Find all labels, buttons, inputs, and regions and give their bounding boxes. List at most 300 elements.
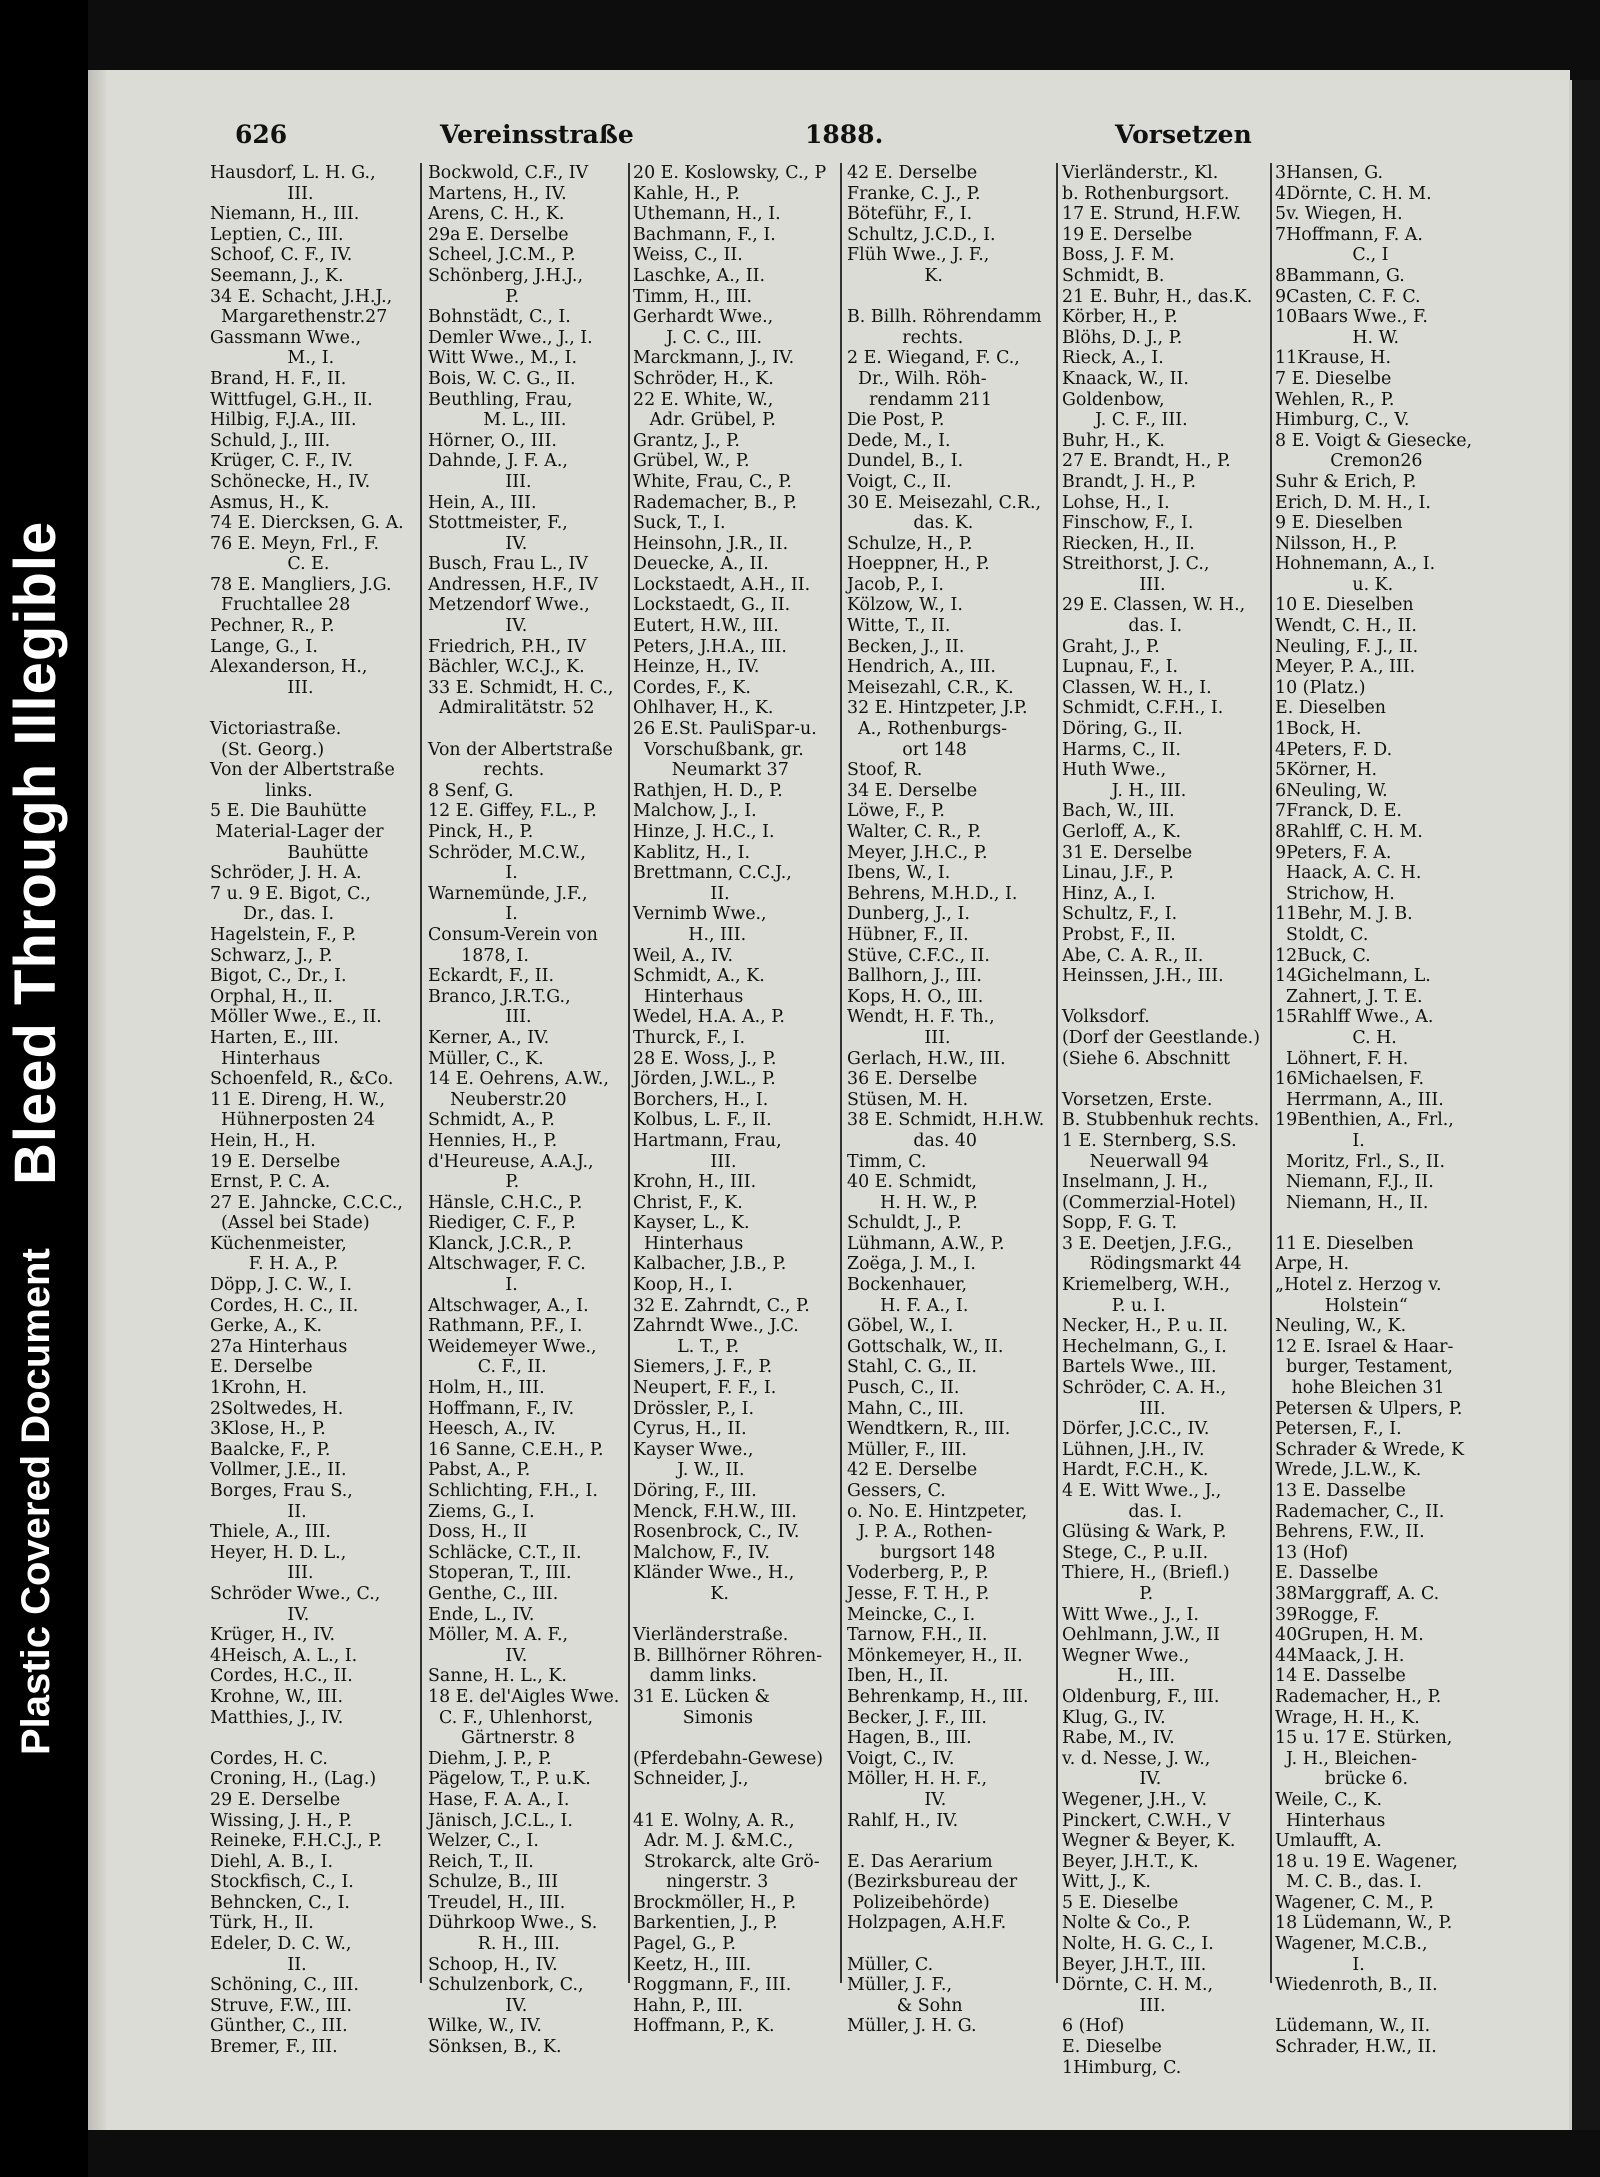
directory-entry-line: Neumarkt 37 <box>633 760 789 781</box>
directory-entry-line: Timm, C. <box>847 1151 927 1172</box>
directory-entry-line: Menck, F.H.W., III. <box>633 1501 797 1522</box>
directory-entry-line: Kablitz, H., I. <box>633 842 750 863</box>
directory-entry-line: I. <box>428 863 518 884</box>
directory-entry-line: 9 E. Dieselben <box>1275 513 1403 534</box>
directory-entry-line: Stoperan, T., III. <box>428 1563 572 1584</box>
directory-entry-line: Hase, F. A. A., I. <box>428 1789 570 1810</box>
directory-column-1 <box>210 163 410 2058</box>
directory-entry-line: R. H., III. <box>428 1934 560 1955</box>
directory-entry-line: 3Hansen, G. <box>1275 163 1384 183</box>
directory-entry-line: Himburg, C., V. <box>1275 410 1410 431</box>
directory-entry-line: 12 E. Giffey, F.L., P. <box>428 801 597 822</box>
column-divider <box>1056 163 1058 1983</box>
directory-entry-line: Inselmann, J. H., <box>1062 1172 1209 1193</box>
directory-entry-line: 17 E. Strund, H.F.W. <box>1062 204 1242 225</box>
directory-entry-line: Hinterhaus <box>633 1233 744 1254</box>
directory-entry-line: Diehm, J. P., P. <box>428 1748 552 1769</box>
directory-entry-line <box>1062 1069 1267 1090</box>
directory-entry-line: H. H. W., P. <box>847 1192 978 1213</box>
directory-entry-line: (Commerzial-Hotel) <box>1062 1192 1236 1213</box>
directory-entry-line: damm links. <box>633 1666 757 1687</box>
directory-entry-line: Necker, H., P. u. II. <box>1062 1316 1229 1337</box>
directory-entry-line: ort 148 <box>847 739 967 760</box>
directory-entry-line: Jänisch, J.C.L., I. <box>428 1810 573 1831</box>
directory-entry-line: 38Marggraff, A. C. <box>1275 1583 1440 1604</box>
directory-entry-line: Heinssen, J.H., III. <box>1062 966 1224 987</box>
directory-entry-line: das. I. <box>1062 1501 1183 1522</box>
directory-entry-line: Sopp, F. G. T. <box>1062 1213 1178 1234</box>
directory-entry-line: Gerlach, H.W., III. <box>847 1048 1006 1069</box>
directory-entry-line: 39Rogge, F. <box>1275 1604 1380 1625</box>
directory-entry-line: Küchenmeister, <box>210 1233 347 1254</box>
directory-entry-line: Krohne, W., III. <box>210 1686 344 1707</box>
directory-entry-line: Graht, J., P. <box>1062 636 1160 657</box>
directory-entry-line: J. C. F., III. <box>1062 410 1188 431</box>
directory-entry-line: Heinsohn, J.R., II. <box>633 533 789 554</box>
directory-entry-line: Margarethenstr.27 <box>210 307 388 328</box>
directory-column-3 <box>633 163 838 2037</box>
directory-entry-line: Victoriastraße. <box>210 719 342 740</box>
column-divider <box>1270 163 1272 1983</box>
directory-entry-line: 36 E. Derselbe <box>847 1069 978 1090</box>
directory-entry-line: H. F. A., I. <box>847 1295 969 1316</box>
directory-entry-line: 12 E. Israel & Haar- <box>1275 1336 1454 1357</box>
directory-entry-line: Bauhütte <box>210 842 369 863</box>
directory-entry-line: Lupnau, F., I. <box>1062 657 1179 678</box>
directory-entry-line: Zoëga, J. M., I. <box>847 1254 976 1275</box>
directory-entry-line: d'Heureuse, A.A.J., <box>428 1151 594 1172</box>
directory-entry-line: 13 E. Dasselbe <box>1275 1481 1406 1501</box>
directory-entry-line: 14 E. Oehrens, A.W., <box>428 1069 609 1090</box>
directory-entry-line: Rabe, M., IV. <box>1062 1728 1175 1749</box>
directory-entry-line: Rieck, A., I. <box>1062 348 1164 369</box>
directory-entry-line: Hinterhaus <box>1275 1810 1386 1831</box>
directory-entry-line: 8 E. Voigt & Giesecke, <box>1275 430 1473 451</box>
directory-entry-line: Vierländerstr., Kl. <box>1062 163 1219 183</box>
directory-entry-line: Dunberg, J., I. <box>847 904 970 925</box>
directory-entry-line <box>1275 1996 1490 2017</box>
directory-entry-line: E. Dieselben <box>1275 698 1386 719</box>
directory-entry-line: Schöning, C., III. <box>210 1975 359 1996</box>
directory-entry-line: Hardt, F.C.H., K. <box>1062 1460 1209 1481</box>
directory-entry-line: 40Grupen, H. M. <box>1275 1625 1424 1646</box>
directory-entry-line: III. <box>210 1563 314 1584</box>
directory-entry-line: Borges, Frau S., <box>210 1481 353 1501</box>
directory-entry-line: Krohn, H., III. <box>633 1172 757 1193</box>
directory-entry-line: burgsort 148 <box>847 1542 996 1563</box>
directory-entry-line: Türk, H., II. <box>210 1913 314 1934</box>
directory-entry-line: Cremon26 <box>1275 451 1423 472</box>
directory-entry-line: 2 E. Wiegand, F. C., <box>847 348 1020 369</box>
directory-entry-line: rechts. <box>428 760 545 781</box>
directory-entry-line <box>633 1605 838 1626</box>
directory-entry-line: Witte, T., II. <box>847 616 951 637</box>
directory-entry-line: II. <box>210 1954 307 1975</box>
directory-entry-line: Hagelstein, F., P. <box>210 924 357 945</box>
directory-entry-line: Strichow, H. <box>1275 883 1395 904</box>
directory-entry-line <box>1062 987 1267 1008</box>
directory-entry-line: 7Franck, D. E. <box>1275 801 1402 822</box>
directory-entry-line: Demler Wwe., J., I. <box>428 327 593 348</box>
directory-entry-line: Wiedenroth, B., II. <box>1275 1975 1438 1996</box>
directory-entry-line: Klanck, J.C.R., P. <box>428 1233 573 1254</box>
directory-entry-line: Gassmann Wwe., <box>210 327 362 348</box>
directory-entry-line: White, Frau, C., P. <box>633 471 792 492</box>
directory-entry-line: Wegner Wwe., <box>1062 1645 1190 1666</box>
directory-entry-line: K. <box>847 265 943 286</box>
directory-entry-line: Nilsson, H., P. <box>1275 533 1398 554</box>
directory-entry-line: Dede, M., I. <box>847 430 951 451</box>
directory-entry-line: Witt Wwe., J., I. <box>1062 1604 1199 1625</box>
directory-entry-line: Lange, G., I. <box>210 636 318 657</box>
directory-entry-line: 14 E. Dasselbe <box>1275 1666 1406 1687</box>
directory-entry-line: Schoop, H., IV. <box>428 1954 558 1975</box>
directory-entry-line: Rahlf, H., IV. <box>847 1810 959 1831</box>
directory-entry-line: Vollmer, J.E., II. <box>210 1460 347 1481</box>
directory-entry-line: Strokarck, alte Grö- <box>633 1851 820 1872</box>
directory-entry-line: Alexanderson, H., <box>210 657 368 678</box>
directory-entry-line: Mahn, C., III. <box>847 1398 965 1419</box>
directory-entry-line: Bohnstädt, C., I. <box>428 307 571 328</box>
directory-entry-line: Hohnemann, A., I. <box>1275 554 1436 575</box>
directory-entry-line <box>1275 1213 1490 1234</box>
directory-entry-line: 11Behr, M. J. B. <box>1275 904 1413 925</box>
directory-entry-line: Rosenbrock, C., IV. <box>633 1522 800 1543</box>
directory-entry-line: 34 E. Schacht, J.H.J., <box>210 286 393 307</box>
directory-entry-line: 15Rahlff Wwe., A. <box>1275 1007 1434 1028</box>
directory-entry-line: Peters, J.H.A., III. <box>633 636 787 657</box>
directory-entry-line: Heyer, H. D. L., <box>210 1542 347 1563</box>
directory-entry-line: Krüger, C. F., IV. <box>210 451 353 472</box>
directory-entry-line: Nolte & Co., P. <box>1062 1913 1191 1934</box>
directory-entry-line: 4Peters, F. D. <box>1275 739 1393 760</box>
directory-entry-line: Wagener, M.C.B., <box>1275 1934 1428 1955</box>
directory-entry-line: 7 u. 9 E. Bigot, C., <box>210 883 371 904</box>
directory-entry-line: Christ, F., K. <box>633 1192 743 1213</box>
directory-entry-line: E. Das Aerarium <box>847 1851 993 1872</box>
directory-entry-line: Hennies, H., P. <box>428 1130 558 1151</box>
directory-entry-line: Busch, Frau L., IV <box>428 554 588 575</box>
page-number: 626 <box>235 120 288 149</box>
directory-entry-line: 44Maack, J. H. <box>1275 1645 1405 1666</box>
directory-entry-line: Stüsen, M. H. <box>847 1089 969 1110</box>
directory-entry-line: Petersen & Ulpers, P. <box>1275 1398 1463 1419</box>
directory-entry-line: u. K. <box>1275 574 1394 595</box>
directory-entry-line: Lockstaedt, G., II. <box>633 595 791 616</box>
directory-entry-line: Wendt, C. H., II. <box>1275 616 1417 637</box>
directory-entry-line: Umlaufft, A. <box>1275 1831 1382 1852</box>
directory-entry-line: Warnemünde, J.F., <box>428 883 588 904</box>
directory-entry-line: 12Buck, C. <box>1275 945 1371 966</box>
directory-entry-line: hohe Bleichen 31 <box>1275 1378 1445 1399</box>
directory-entry-line: Brand, H. F., II. <box>210 368 347 389</box>
directory-entry-line: Heesch, A., IV. <box>428 1419 556 1440</box>
header-right-title: Vorsetzen <box>1115 120 1252 149</box>
directory-entry-line: Riediger, C. F., P. <box>428 1213 576 1234</box>
directory-entry-line: Heinze, H., IV. <box>633 657 760 678</box>
directory-entry-line: Müller, C. <box>847 1954 934 1975</box>
directory-entry-line: Pinckert, C.W.H., V <box>1062 1810 1231 1831</box>
directory-entry-line: Diehl, A. B., I. <box>210 1851 333 1872</box>
directory-entry-line: Voigt, C., IV. <box>847 1748 955 1769</box>
directory-entry-line: 19Benthien, A., Frl., <box>1275 1110 1454 1131</box>
directory-entry-line: Wedel, H.A. A., P. <box>633 1007 785 1028</box>
directory-entry-line: Döring, G., II. <box>1062 719 1183 740</box>
directory-entry-line: Stege, C., P. u.II. <box>1062 1542 1209 1563</box>
directory-entry-line: B. Stubbenhuk rechts. <box>1062 1110 1260 1131</box>
directory-entry-line: 9Casten, C. F. C. <box>1275 286 1421 307</box>
directory-entry-line: Müller, C., K. <box>428 1048 544 1069</box>
directory-entry-line: Reineke, F.H.C.J., P. <box>210 1831 383 1852</box>
directory-entry-line: Hartmann, Frau, <box>633 1130 782 1151</box>
directory-entry-line: Wrede, J.L.W., K. <box>1275 1460 1422 1481</box>
directory-entry-line: J. P. A., Rothen- <box>847 1522 993 1543</box>
plastic-covered-label: Plastic Covered Document <box>14 1248 58 1755</box>
directory-entry-line: Haack, A. C. H. <box>1275 863 1422 884</box>
directory-entry-line: Bockenhauer, <box>847 1275 968 1296</box>
directory-entry-line: Zahrndt Wwe., J.C. <box>633 1316 799 1337</box>
directory-entry-line: Jacob, P., I. <box>847 574 944 595</box>
directory-entry-line: 1Bock, H. <box>1275 719 1362 740</box>
directory-entry-line: 42 E. Derselbe <box>847 1460 978 1481</box>
directory-entry-line: 5v. Wiegen, H. <box>1275 204 1403 225</box>
directory-entry-line: Niemann, H., II. <box>1275 1192 1429 1213</box>
directory-entry-line: Reich, T., II. <box>428 1851 534 1872</box>
directory-entry-line: Niemann, F.J., II. <box>1275 1172 1434 1193</box>
directory-entry-line: Neuling, W., K. <box>1275 1316 1407 1337</box>
directory-entry-line: Moritz, Frl., S., II. <box>1275 1151 1446 1172</box>
directory-entry-line: Ende, L., IV. <box>428 1604 535 1625</box>
directory-entry-line: 27a Hinterhaus <box>210 1336 348 1357</box>
directory-entry-line: Thurck, F., I. <box>633 1027 745 1048</box>
directory-entry-line: Dundel, B., I. <box>847 451 964 472</box>
directory-entry-line: Struve, F.W., III. <box>210 1995 353 2016</box>
directory-entry-line: Pinck, H., P. <box>428 822 534 842</box>
directory-entry-line: J. W., II. <box>633 1460 745 1481</box>
directory-entry-line: I. <box>1275 1954 1365 1975</box>
directory-entry-line: Lühmann, A.W., P. <box>847 1233 1005 1254</box>
directory-entry-line: 29a E. Derselbe <box>428 224 569 245</box>
directory-entry-line: Bach, W., III. <box>1062 801 1175 822</box>
directory-entry-line: Vorsetzen, Erste. <box>1062 1089 1213 1110</box>
directory-entry-line: Hinze, J. H.C., I. <box>633 822 775 842</box>
directory-entry-line: 1878, I. <box>428 945 529 966</box>
directory-entry-line: 7 E. Dieselbe <box>1275 368 1392 389</box>
directory-entry-line <box>847 1934 1052 1955</box>
directory-entry-line: III. <box>1062 1995 1166 2016</box>
directory-entry-line: Welzer, C., I. <box>428 1831 539 1852</box>
directory-entry-line: Witt, J., K. <box>1062 1872 1151 1893</box>
directory-entry-line: 33 E. Schmidt, H. C., <box>428 677 614 698</box>
directory-entry-line: Blöhs, D. J., P. <box>1062 327 1183 348</box>
directory-entry-line: Schönecke, H., IV. <box>210 471 371 492</box>
directory-entry-line: I. <box>428 904 518 925</box>
directory-entry-line: Sanne, H. L., K. <box>428 1666 567 1687</box>
directory-entry-line: Genthe, C., III. <box>428 1583 559 1604</box>
directory-entry-line: 27 E. Brandt, H., P. <box>1062 451 1231 472</box>
directory-entry-line: Hilbig, F.J.A., III. <box>210 410 357 431</box>
directory-entry-line: 5 E. Dieselbe <box>1062 1892 1179 1913</box>
directory-entry-line: Weil, A., IV. <box>633 945 733 966</box>
directory-entry-line: Schröder, C. A. H., <box>1062 1378 1227 1399</box>
directory-entry-line: Croning, H., (Lag.) <box>210 1769 377 1790</box>
directory-entry-line: 18 E. del'Aigles Wwe. <box>428 1686 620 1707</box>
directory-entry-line: 6Neuling, W. <box>1275 780 1388 801</box>
directory-entry-line: Dörnte, C. H. M., <box>1062 1975 1214 1996</box>
directory-entry-line: ningerstr. 3 <box>633 1872 769 1893</box>
directory-entry-line: rendamm 211 <box>847 389 993 410</box>
directory-entry-line: Andressen, H.F., IV <box>428 574 598 595</box>
directory-entry-line: Wagener, C. M., P. <box>1275 1892 1434 1913</box>
directory-entry-line: Schuldt, J., P. <box>847 1213 962 1234</box>
directory-entry-line: 15 u. 17 E. Stürken, <box>1275 1728 1453 1749</box>
directory-entry-line: Drössler, P., I. <box>633 1398 755 1419</box>
directory-entry-line: 30 E. Meisezahl, C.R., <box>847 492 1041 513</box>
directory-entry-line: Orphal, H., II. <box>210 986 333 1007</box>
directory-entry-line: III. <box>428 1007 532 1028</box>
directory-entry-line: Herrmann, A., III. <box>1275 1089 1444 1110</box>
directory-entry-line: Bremer, F., III. <box>210 2037 338 2058</box>
directory-entry-line: J. H., III. <box>1062 780 1187 801</box>
directory-entry-line: Gerloff, A., K. <box>1062 822 1181 842</box>
directory-entry-line: Siemers, J. F., P. <box>633 1357 773 1378</box>
directory-entry-line: 19 E. Derselbe <box>210 1151 341 1172</box>
directory-entry-line: Schwarz, J., P. <box>210 945 333 966</box>
directory-entry-line: Behncken, C., I. <box>210 1892 350 1913</box>
directory-entry-line: Zahnert, J. T. E. <box>1275 986 1423 1007</box>
directory-entry-line: Finschow, F., I. <box>1062 513 1194 534</box>
directory-entry-line: Witt Wwe., M., I. <box>428 348 578 369</box>
directory-entry-line: Harms, C., II. <box>1062 739 1181 760</box>
directory-entry-line: A., Rothenburgs- <box>847 719 1008 740</box>
directory-entry-line: M. C. B., das. I. <box>1275 1872 1422 1893</box>
directory-entry-line: 8Rahlff, C. H. M. <box>1275 822 1423 842</box>
directory-entry-line: Schröder, J. H. A. <box>210 863 362 884</box>
directory-entry-line: Bächler, W.C.J., K. <box>428 657 585 678</box>
directory-entry-line: 78 E. Mangliers, J.G. <box>210 574 392 595</box>
directory-entry-line: II. <box>633 883 730 904</box>
directory-entry-line: Weiss, C., II. <box>633 245 743 266</box>
directory-entry-line: Kerner, A., IV. <box>428 1027 550 1048</box>
directory-entry-line: IV. <box>428 616 528 637</box>
directory-entry-line: Beuthling, Frau, <box>428 389 573 410</box>
directory-entry-line: III. <box>1062 1398 1166 1419</box>
directory-entry-line: rechts. <box>847 327 964 348</box>
directory-entry-line: Admiralitätstr. 52 <box>428 698 595 719</box>
directory-entry-line: P. <box>1062 1583 1154 1604</box>
directory-entry-line: Gerhardt Wwe., <box>633 307 774 328</box>
column-divider <box>628 163 630 1983</box>
directory-entry-line: Stockfisch, C., I. <box>210 1872 354 1893</box>
directory-entry-line: III. <box>847 1027 951 1048</box>
directory-entry-line: Petersen, F., I. <box>1275 1419 1402 1440</box>
directory-entry-line: Thiere, H., (Briefl.) <box>1062 1563 1230 1584</box>
directory-entry-line: Von der Albertstraße <box>210 760 395 781</box>
directory-entry-line: Wilke, W., IV. <box>428 2016 542 2037</box>
directory-entry-line: Gottschalk, W., II. <box>847 1336 1004 1357</box>
directory-entry-line: Koop, H., I. <box>633 1275 733 1296</box>
directory-entry-line: Löhnert, F. H. <box>1275 1048 1409 1069</box>
page-binding-edge <box>88 70 106 2130</box>
directory-entry-line: Neuling, F. J., II. <box>1275 636 1419 657</box>
directory-entry-line: Hübner, F., II. <box>847 924 969 945</box>
directory-entry-line: III. <box>1062 574 1166 595</box>
directory-entry-line: Lockstaedt, A.H., II. <box>633 574 811 595</box>
directory-entry-line: Hein, H., H. <box>210 1130 316 1151</box>
directory-entry-line: 34 E. Derselbe <box>847 780 978 801</box>
directory-entry-line: E. Dieselbe <box>1062 2037 1162 2058</box>
directory-entry-line: Riecken, H., II. <box>1062 533 1195 554</box>
directory-entry-line: Rathmann, P.F., I. <box>428 1316 583 1337</box>
directory-entry-line: Bockwold, C.F., IV <box>428 163 589 183</box>
directory-entry-line: Kayser, L., K. <box>633 1213 750 1234</box>
directory-entry-line: 6 (Hof) <box>1062 2016 1125 2037</box>
directory-entry-line: Schmidt, A., K. <box>633 966 765 987</box>
directory-entry-line: Stottmeister, F., <box>428 513 568 534</box>
directory-entry-line: Jörden, J.W.L., P. <box>633 1069 776 1090</box>
directory-entry-line: das. I. <box>1062 616 1183 637</box>
directory-entry-line: 10 E. Dieselben <box>1275 595 1414 616</box>
directory-entry-line: Pabst, A., P. <box>428 1460 531 1481</box>
directory-entry-line: 40 E. Schmidt, <box>847 1172 977 1193</box>
directory-entry-line: Suhr & Erich, P. <box>1275 471 1417 492</box>
directory-entry-line: 74 E. Diercksen, G. A. <box>210 513 404 534</box>
directory-entry-line: Schröder, H., K. <box>633 368 774 389</box>
directory-entry-line: 38 E. Schmidt, H.H.W. <box>847 1110 1045 1131</box>
directory-entry-line: C. E. <box>210 554 330 575</box>
directory-entry-line: Malchow, F., IV. <box>633 1542 770 1563</box>
directory-entry-line: F. H. A., P. <box>210 1254 339 1275</box>
directory-entry-line: Altschwager, F. C. <box>428 1254 586 1275</box>
directory-entry-line: Wendtkern, R., III. <box>847 1419 1011 1440</box>
directory-entry-line: Hänsle, C.H.C., P. <box>428 1192 583 1213</box>
directory-entry-line: b. Rothenburgsort. <box>1062 183 1230 204</box>
directory-entry-line: Schultz, J.C.D., I. <box>847 224 996 245</box>
directory-entry-line: Volksdorf. <box>1062 1007 1150 1028</box>
directory-entry-line: K. <box>633 1583 729 1604</box>
directory-entry-line: Hinz, A., I. <box>1062 883 1156 904</box>
directory-entry-line: Rademacher, C., II. <box>1275 1501 1445 1522</box>
directory-entry-line: Möller, H. H. F., <box>847 1769 988 1790</box>
directory-entry-line: II. <box>210 1501 307 1522</box>
directory-entry-line: III. <box>428 471 532 492</box>
directory-entry-line: E. Derselbe <box>210 1357 313 1378</box>
directory-entry-line: J. C. C., III. <box>633 327 762 348</box>
directory-entry-line: Die Post, P. <box>847 410 945 431</box>
directory-entry-line: Holzpagen, A.H.F. <box>847 1913 1007 1934</box>
directory-entry-line: Behrenkamp, H., III. <box>847 1686 1029 1707</box>
directory-entry-line: Rademacher, B., P. <box>633 492 797 513</box>
directory-entry-line: Weidemeyer Wwe., <box>428 1336 597 1357</box>
directory-entry-line: H., III. <box>633 924 747 945</box>
directory-entry-line: das. 40 <box>847 1130 977 1151</box>
directory-entry-line: Möller, M. A. F., <box>428 1625 569 1646</box>
directory-entry-line: Hechelmann, G., I. <box>1062 1336 1227 1357</box>
directory-entry-line: Döring, F., III. <box>633 1481 757 1501</box>
directory-entry-line: Holstein“ <box>1275 1295 1408 1316</box>
directory-entry-line: B. Billh. Röhrendamm <box>847 307 1042 328</box>
directory-entry-line: Dörfer, J.C.C., IV. <box>1062 1419 1210 1440</box>
directory-entry-line: Meincke, C., I. <box>847 1604 976 1625</box>
directory-entry-line: 32 E. Hintzpeter, J.P. <box>847 698 1028 719</box>
directory-entry-line: Metzendorf Wwe., <box>428 595 590 616</box>
directory-entry-line: Brockmöller, H., P. <box>633 1892 797 1913</box>
directory-entry-line: IV. <box>847 1789 947 1810</box>
directory-entry-line <box>847 287 1052 308</box>
directory-entry-line: Seemann, J., K. <box>210 265 344 286</box>
directory-entry-line: Schrader, H.W., II. <box>1275 2037 1437 2058</box>
directory-column-6 <box>1275 163 1490 2058</box>
